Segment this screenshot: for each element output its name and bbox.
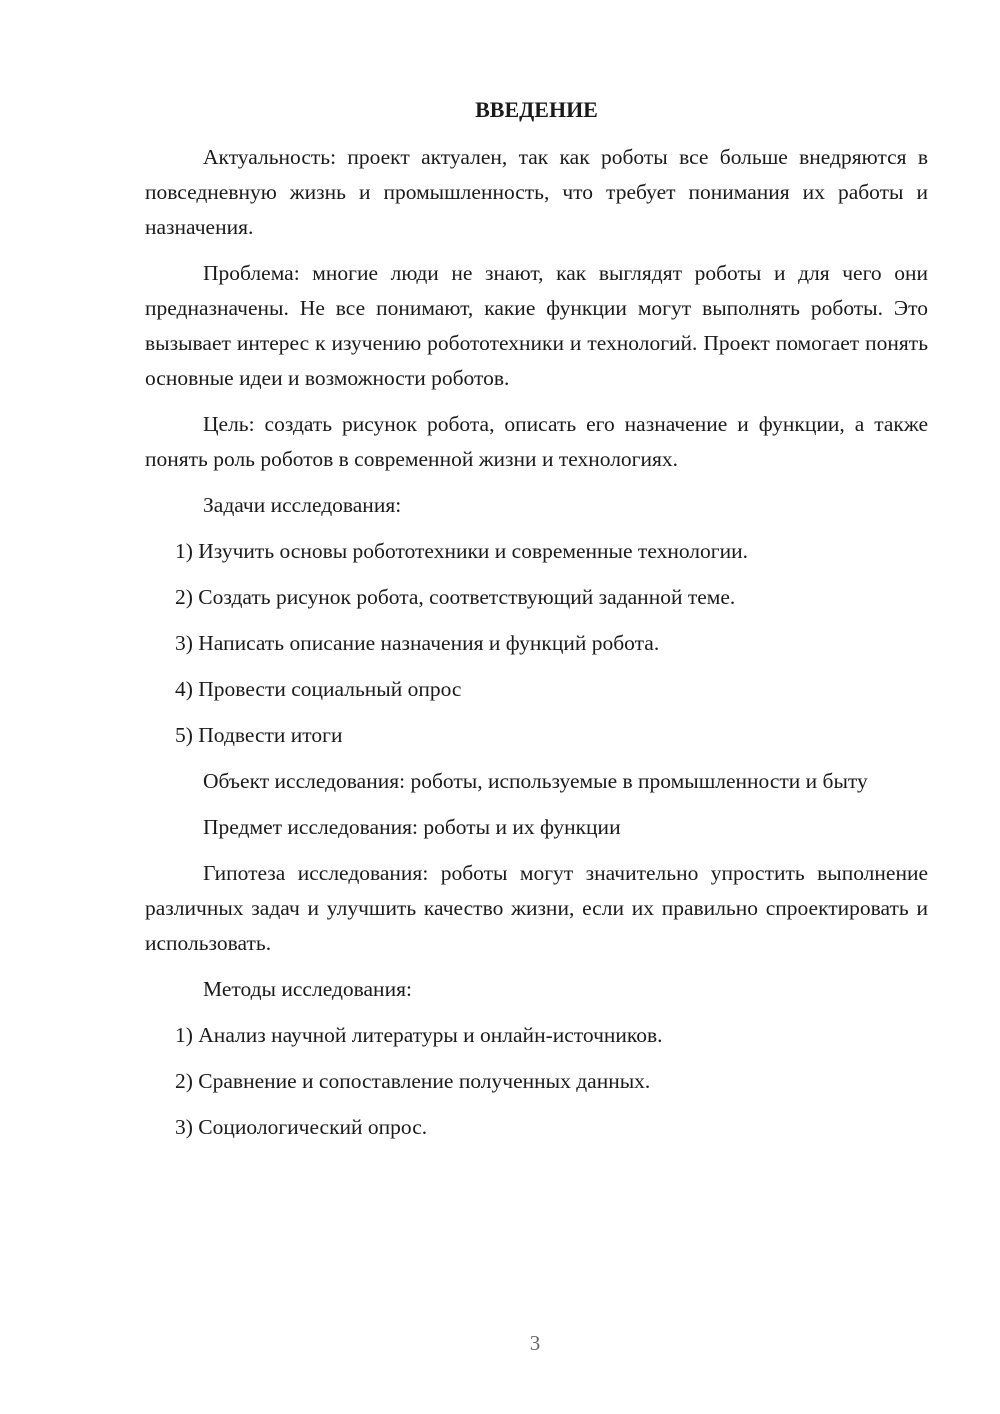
tasks-heading: Задачи исследования: (203, 493, 402, 517)
method-item: 2) Сравнение и сопоставление полученных данных. (175, 1069, 651, 1093)
object-paragraph: Объект исследования: роботы, используемые в промышленности и быту (203, 769, 868, 793)
task-item: 1) Изучить основы робототехники и современные технологии. (175, 539, 748, 563)
subject-paragraph: Предмет исследования: роботы и их функции (203, 815, 621, 839)
document-page (145, 92, 928, 1156)
method-item: 3) Социологический опрос. (175, 1115, 428, 1139)
hypothesis-paragraph: Гипотеза исследования: роботы могут значительно упростить выполнение различных задач и улучшить качество жизни, если их правильно спроектировать и использовать. (145, 861, 928, 955)
task-item: 5) Подвести итоги (175, 723, 343, 747)
task-item: 2) Создать рисунок робота, соответствующий заданной теме. (175, 585, 736, 609)
goal-paragraph: Цель: создать рисунок робота, описать его назначение и функции, а также понять роль роботов в современной жизни и технологиях. (145, 412, 928, 471)
page-number: 3 (529, 1331, 541, 1355)
task-item: 3) Написать описание назначения и функций робота. (175, 631, 660, 655)
method-item: 1) Анализ научной литературы и онлайн-источников. (175, 1023, 663, 1047)
task-item: 4) Провести социальный опрос (175, 677, 462, 701)
methods-heading: Методы исследования: (203, 977, 412, 1001)
page-title: ВВЕДЕНИЕ (475, 97, 598, 122)
relevance-paragraph: Актуальность: проект актуален, так как роботы все больше внедряются в повседневную жизнь и промышленность, что требует понимания их работы и назначения. (145, 145, 928, 239)
problem-paragraph: Проблема: многие люди не знают, как выглядят роботы и для чего они предназначены. Не все понимают, какие функции могут выполнять роботы. Это вызывает интерес к изучению робототехники и технологий. Проект помогает понять основные идеи и возможности роботов. (145, 261, 928, 390)
